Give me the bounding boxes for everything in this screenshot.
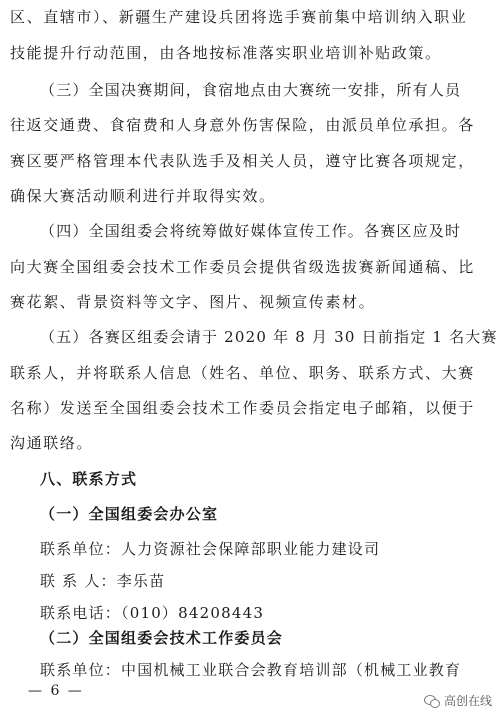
- body-line: 赛区要严格管理本代表队选手及相关人员，遵守比赛各项规定，: [10, 151, 475, 170]
- page-number: — 6 —: [28, 683, 84, 699]
- body-line: 区、直辖市）、新疆生产建设兵团将选手赛前集中培训纳入职业: [10, 8, 468, 27]
- subsection-heading: （二）全国组委会技术工作委员会: [40, 629, 284, 647]
- body-line: 确保大赛活动顺利进行并取得实效。: [10, 187, 276, 205]
- body-line: 名称）发送至全国组委会技术工作委员会指定电子邮箱，以便于: [10, 399, 475, 418]
- body-line: 沟通联络。: [10, 434, 94, 453]
- body-line: 技能提升行动范围，由各地按标准落实职业培训补贴政策。: [10, 43, 442, 62]
- contact-unit: 联系单位：人力资源社会保障部职业能力建设司: [40, 540, 381, 559]
- body-line: 联系人，并将联系人信息（姓名、单位、职务、联系方式、大赛: [10, 363, 475, 382]
- subsection-heading: （一）全国组委会办公室: [40, 505, 219, 524]
- body-line: 赛花絮、背景资料等文字、图片、视频宣传素材。: [10, 293, 376, 312]
- contact-unit: 联系单位：中国机械工业联合会教育培训部（机械工业教育: [40, 661, 462, 679]
- wechat-icon: [424, 694, 440, 708]
- body-line: （三）全国决赛期间，食宿地点由大赛统一安排，所有人员: [40, 80, 462, 99]
- body-line: 往返交通费、食宿费和人身意外伤害保险，由派员单位承担。各: [10, 116, 475, 135]
- section-heading: 八、联系方式: [40, 469, 138, 488]
- watermark-text: 高创在线: [443, 694, 492, 708]
- watermark: [424, 692, 492, 709]
- body-line: 向大赛全国组委会技术工作委员会提供省级选拔赛新闻通稿、比: [10, 257, 475, 276]
- contact-person: 联 系 人：李乐苗: [40, 572, 166, 591]
- contact-phone: 联系电话：（010）84208443: [40, 603, 265, 622]
- body-line: （五）各赛区组委会请于 2020 年 8 月 30 日前指定 1 名大赛: [40, 328, 498, 347]
- body-line: （四）全国组委会将统筹做好媒体宣传工作。各赛区应及时: [40, 222, 462, 241]
